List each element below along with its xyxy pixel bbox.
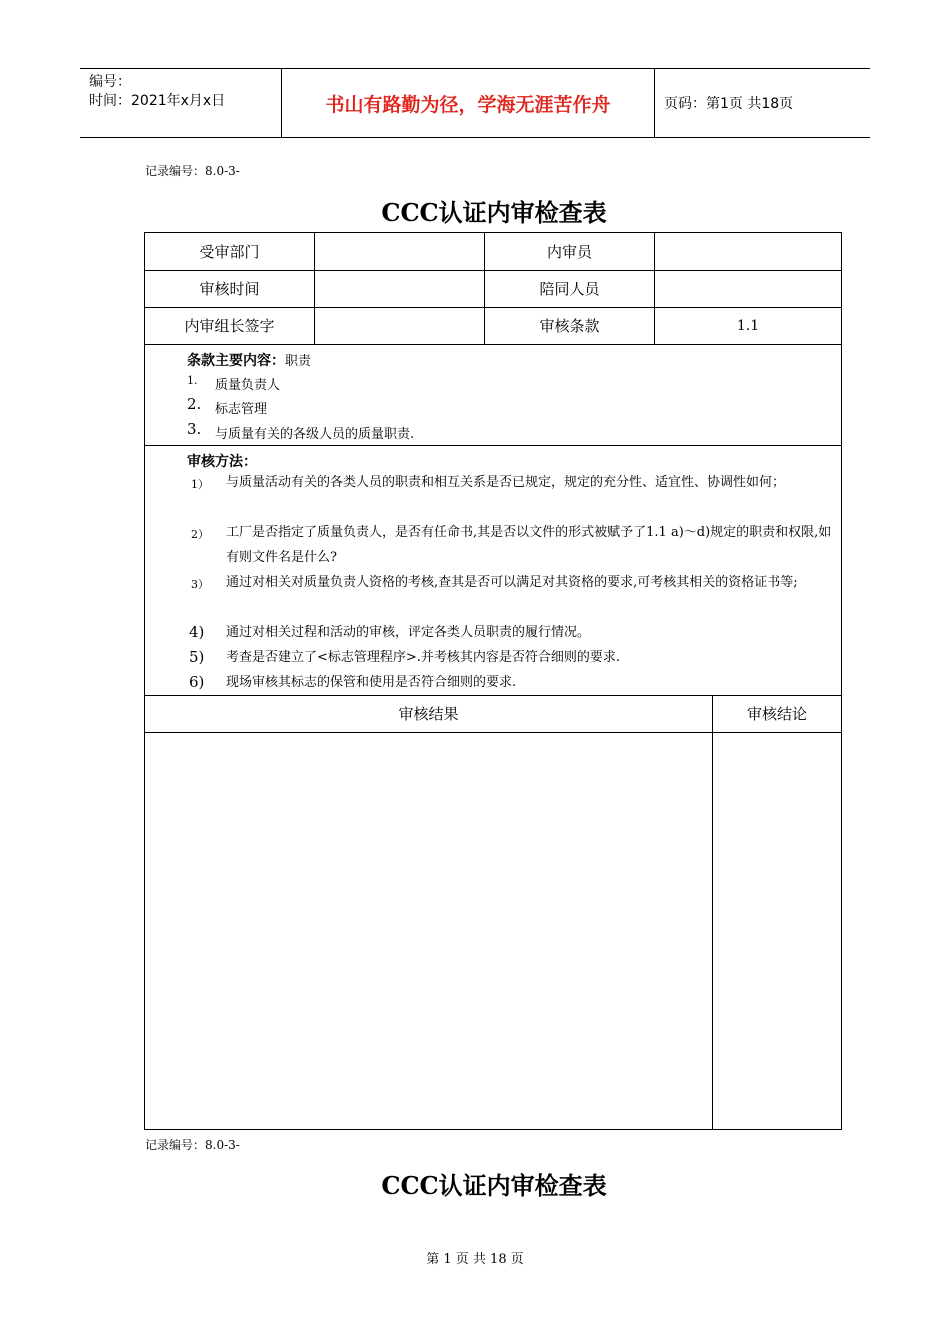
method-item-number: 1） [191,478,209,491]
audit-form [144,232,842,1130]
result-header: 审核结果 [398,705,459,723]
method-heading: 审核方法： [187,454,257,470]
method-item-number: 3） [191,578,209,591]
clause-heading [187,350,311,370]
form-row-department [145,233,841,271]
value-department[interactable] [315,233,484,270]
method-item-text: 工厂是否指定了质量负责人，是否有任命书,其是否以文件的形式被赋予了1.1 a)～d)规定的职责和权限,如有则文件名是什么? [226,525,832,565]
code-label: 编号： [89,74,131,90]
clause-item-text: 与质量有关的各级人员的质量职责. [215,427,415,442]
method-section [145,445,841,696]
value-auditor[interactable] [655,233,841,270]
value-audit-clause[interactable]: 1.1 [736,317,760,334]
clause-item-number: 2. [187,395,202,413]
page-title-2: CCC认证内审检查表 [381,1171,607,1200]
method-item-number: 5) [189,648,205,666]
method-item-text: 与质量活动有关的各类人员的职责和相互关系是否已规定，规定的充分性、适宜性、协调性如何； [226,475,786,490]
page-footer: 第 1 页 共 18 页 [426,1252,524,1267]
label-auditor: 内审员 [546,243,592,261]
page-header [80,68,870,138]
method-item-text: 通过对相关对质量负责人资格的考核,查其是否可以满足对其资格的要求,可考核其相关的资格证书等; [226,575,798,590]
value-leader-signature[interactable] [315,307,484,344]
clause-item-text: 质量负责人 [215,378,281,393]
label-department: 受审部门 [199,243,260,261]
clause-heading-value: 职责 [285,354,312,369]
conclusion-area[interactable] [713,732,841,1129]
clause-item-number: 3. [187,420,202,438]
method-item-text: 现场审核其标志的保管和使用是否符合细则的要求. [226,675,517,690]
result-area[interactable] [145,732,712,1129]
label-accompanying: 陪同人员 [539,280,600,298]
conclusion-header: 审核结论 [746,705,807,723]
form-row-time [145,270,841,308]
clause-heading-label: 条款主要内容： [187,353,285,369]
header-divider [654,69,655,137]
label-audit-time: 审核时间 [199,280,260,298]
value-accompanying[interactable] [655,270,841,307]
record-number: 记录编号：8.0-3- [145,164,240,178]
time-label: 时间：2021年x月x日 [89,93,226,109]
value-audit-time[interactable] [315,270,484,307]
form-row-leader [145,307,841,345]
result-header-row [145,695,841,733]
method-item-number: 6) [189,673,205,691]
method-item-text: 通过对相关过程和活动的审核，评定各类人员职责的履行情况。 [226,625,591,640]
clause-item-number: 1. [187,374,198,387]
method-item-number: 4) [189,623,205,641]
label-audit-clause: 审核条款 [539,317,600,335]
label-leader-signature: 内审组长签字 [184,317,275,335]
clause-item-text: 标志管理 [215,402,268,417]
header-motto: 书山有路勤为径，学海无涯苦作舟 [325,93,611,116]
header-meta [89,73,225,111]
method-item-text: 考查是否建立了<标志管理程序>.并考核其内容是否符合细则的要求. [226,650,621,665]
method-item-number: 2） [191,528,209,541]
page-title: CCC认证内审检查表 [381,198,607,227]
clause-section [145,344,841,446]
header-page-info: 页码：第1页 共18页 [664,96,794,112]
record-number-2: 记录编号：8.0-3- [145,1138,240,1152]
